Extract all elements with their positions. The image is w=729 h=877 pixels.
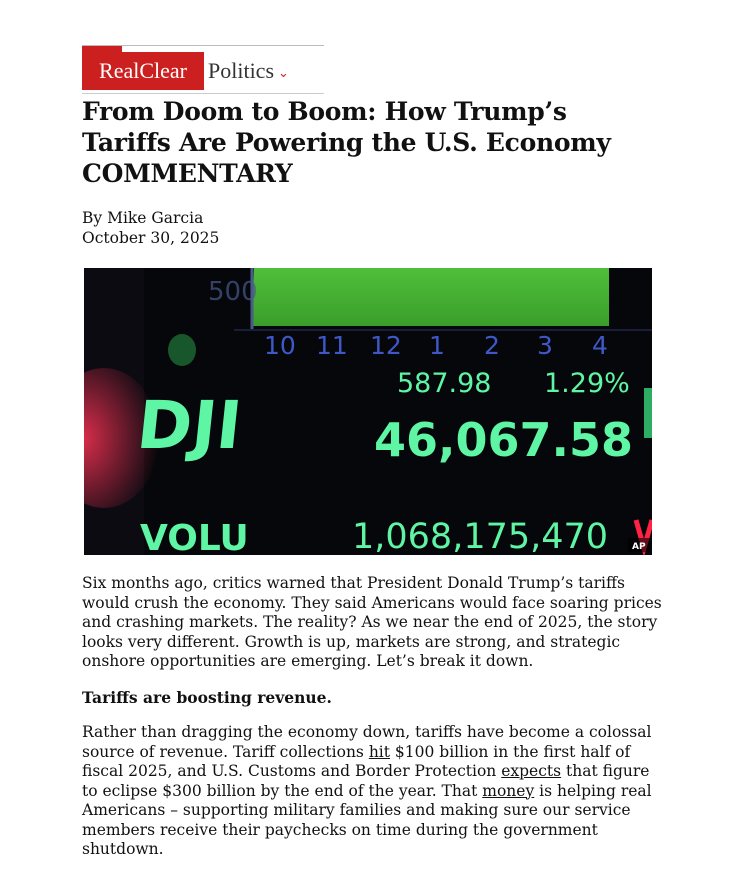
- title-line-1: From Doom to Boom: How Trump’s: [82, 97, 567, 126]
- logo-realclear: RealClear: [82, 52, 204, 90]
- paragraph-2: [82, 723, 662, 860]
- link-expects[interactable]: expects: [501, 762, 562, 780]
- axis-partial-label: 500: [208, 277, 258, 307]
- link-hit[interactable]: hit: [368, 742, 390, 761]
- chevron-down-icon[interactable]: ⌄: [278, 66, 289, 81]
- paragraph-2-text-4: is helping real Americans – supporting military families and making sure our service members receive their paychecks on time during the government shutdown.: [82, 781, 652, 858]
- photo-credit: AP: [632, 542, 646, 552]
- section-label: COMMENTARY: [82, 159, 293, 188]
- hour-label-4: 4: [592, 331, 608, 360]
- change-points: 587.98: [397, 368, 492, 399]
- paragraph-1: Six months ago, critics warned that President Donald Trump’s tariffs would crush the economy. They said Americans would face soaring prices and crashing markets. The reality? As we near the end of 2025, the story looks very different. Growth is up, markets are strong, and strategic onshore opportunities are emerging. Let’s break it down.: [82, 574, 662, 670]
- publish-date: October 30, 2025: [82, 229, 220, 247]
- hour-label-11: 11: [316, 331, 348, 360]
- ticker-symbol: DJI: [133, 387, 246, 464]
- hero-image: [84, 268, 652, 555]
- hour-label-2: 2: [484, 331, 500, 360]
- title-line-2: Tariffs Are Powering the U.S. Economy: [82, 128, 611, 157]
- volume-label: VOLU: [140, 518, 249, 555]
- change-percent: 1.29%: [544, 368, 630, 399]
- volume-value: 1,068,175,470: [352, 517, 609, 555]
- stock-board-photo: [84, 268, 652, 555]
- byline: [82, 208, 219, 248]
- paragraph-2-text-2: $100 billion in the first half of fiscal 2025, and U.S. Customs and Border Protection: [82, 742, 631, 780]
- site-logo[interactable]: [82, 45, 324, 94]
- article-title: [82, 96, 662, 189]
- paragraph-2-text-3: that figure to eclipse $300 billion by the end of the year. That: [82, 762, 650, 800]
- logo-politics[interactable]: [204, 52, 289, 90]
- paragraph-2-text-1: Rather than dragging the economy down, tariffs have become a colossal source of revenue. Tariff collections: [82, 723, 652, 761]
- author: By Mike Garcia: [82, 209, 204, 227]
- logo-politics-label: Politics: [208, 58, 275, 83]
- hour-label-3: 3: [537, 331, 553, 360]
- hour-label-10: 10: [264, 331, 296, 360]
- subheading: Tariffs are boosting revenue.: [82, 688, 332, 707]
- logo-divider: [82, 93, 324, 94]
- hour-label-1: 1: [429, 331, 445, 360]
- index-value: 46,067.58: [374, 413, 633, 467]
- link-money[interactable]: money: [482, 781, 535, 800]
- hour-label-12: 12: [370, 331, 402, 360]
